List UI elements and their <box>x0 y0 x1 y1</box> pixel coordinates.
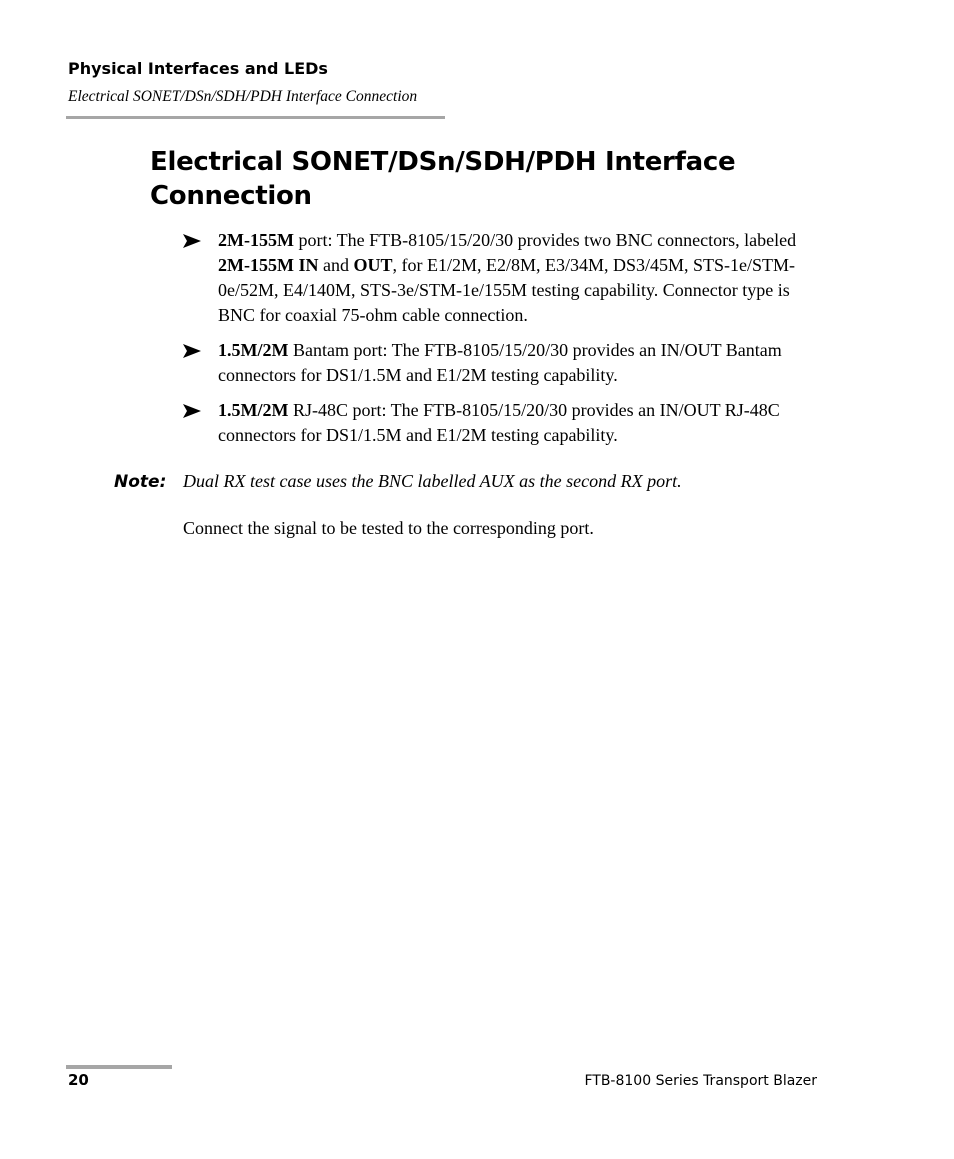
arrowhead-bullet-icon <box>183 234 201 248</box>
arrowhead-bullet-icon <box>183 344 201 358</box>
page-number: 20 <box>68 1071 89 1089</box>
note-label: Note: <box>114 472 167 492</box>
bullet-text: and <box>318 255 354 275</box>
page-title <box>150 145 830 213</box>
page-title-line-2: Connection <box>150 181 312 211</box>
note <box>114 469 834 495</box>
bullet-bold: OUT <box>353 255 393 275</box>
bullet-text: , for E1/2M, E2/8M, E3/34M, DS3/45M, STS-1e/STM-0e/52M, E4/140M, STS-3e/STM-1e/155M testing capability. Connector type is BNC for coaxial 75-ohm cable connection. <box>218 255 796 325</box>
footer-product-title: FTB-8100 Series Transport Blazer <box>584 1073 817 1089</box>
body-paragraph: Connect the signal to be tested to the corresponding port. <box>183 518 594 538</box>
bullet-text: Bantam port: The FTB-8105/15/20/30 provides an IN/OUT Bantam connectors for DS1/1.5M and E1/2M testing capability. <box>218 340 782 385</box>
bullet-lead: 1.5M/2M <box>218 340 289 360</box>
list-item <box>183 228 823 328</box>
bullet-lead: 1.5M/2M <box>218 400 289 420</box>
footer-rule <box>66 1065 172 1069</box>
header-rule <box>66 116 445 119</box>
bullet-text: port: The FTB-8105/15/20/30 provides two BNC connectors, labeled <box>293 230 797 250</box>
running-header <box>68 58 417 108</box>
bullet-lead: 2M-155M <box>218 230 294 250</box>
note-text: Dual RX test case uses the BNC labelled AUX as the second RX port. <box>183 471 682 491</box>
bullet-text: RJ-48C port: The FTB-8105/15/20/30 provides an IN/OUT RJ-48C connectors for DS1/1.5M and E1/2M testing capability. <box>218 400 780 445</box>
page-title-line-1: Electrical SONET/DSn/SDH/PDH Interface <box>150 147 736 177</box>
bullet-list <box>183 228 823 458</box>
list-item <box>183 338 823 388</box>
arrowhead-bullet-icon <box>183 404 201 418</box>
bullet-bold: 2M-155M IN <box>218 255 319 275</box>
section-subtitle: Electrical SONET/DSn/SDH/PDH Interface Connection <box>68 88 418 105</box>
list-item <box>183 398 823 448</box>
chapter-title: Physical Interfaces and LEDs <box>68 59 328 78</box>
